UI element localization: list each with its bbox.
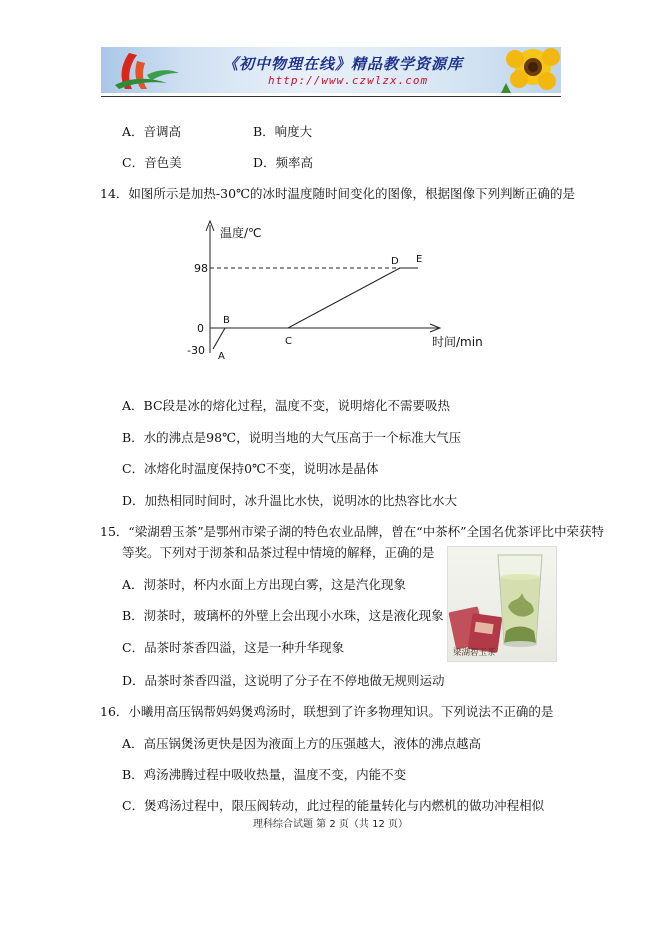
logo-icon xyxy=(115,53,179,89)
q13-option-d: D．频率高 xyxy=(253,155,314,170)
q16-option-c: C．煲鸡汤过程中，限压阀转动，此过程的能量转化与内燃机的做功冲程相似 xyxy=(122,798,545,813)
tea-photo xyxy=(447,546,557,662)
q13-option-a: A．音调高 xyxy=(122,124,182,139)
photo-caption: 梁湖碧玉茶 xyxy=(453,648,496,658)
y-tick-minus30: -30 xyxy=(187,344,205,357)
point-label-d: D xyxy=(391,256,399,267)
temperature-curve xyxy=(213,268,418,349)
point-label-b: B xyxy=(223,315,230,326)
q14-stem: 14．如图所示是加热-30℃的冰时温度随时间变化的图像，根据图像下列判断正确的是 xyxy=(100,186,576,201)
y-axis-label: 温度/℃ xyxy=(220,226,262,240)
q15-option-b: B．沏茶时，玻璃杯的外壁上会出现小水珠，这是液化现象 xyxy=(122,608,444,623)
banner-title: 《初中物理在线》精品教学资源库 xyxy=(223,55,464,73)
point-label-a: A xyxy=(218,351,225,362)
q16-option-b: B．鸡汤沸腾过程中吸收热量，温度不变，内能不变 xyxy=(122,767,407,782)
q15-option-c: C．品茶时茶香四溢，这是一种升华现象 xyxy=(122,640,345,655)
banner-url: http://www.czwlzx.com xyxy=(268,74,429,87)
tea-glass-image xyxy=(448,547,556,661)
x-axis-label: 时间/min xyxy=(432,335,483,349)
q16-stem: 16．小曦用高压锅帮妈妈煲鸡汤时，联想到了许多物理知识。下列说法不正确的是 xyxy=(100,704,554,719)
q15-option-a: A．沏茶时，杯内水面上方出现白雾，这是汽化现象 xyxy=(122,577,407,592)
point-label-c: C xyxy=(285,336,292,347)
header-rule xyxy=(101,96,561,97)
q13-option-c: C．音色美 xyxy=(122,155,182,170)
q14-option-c: C．冰熔化时温度保持0℃不变，说明冰是晶体 xyxy=(122,461,379,476)
y-tick-0: 0 xyxy=(197,322,204,335)
q13-option-b: B．响度大 xyxy=(253,124,313,139)
y-tick-98: 98 xyxy=(194,262,208,275)
q15-stem-line1: 15．“梁湖碧玉茶”是鄂州市梁子湖的特色农业品牌，曾在“中茶杯”全国名优茶评比中荣获特 xyxy=(100,524,604,539)
page-footer: 理科综合试题 第 2 页（共 12 页） xyxy=(253,819,408,830)
q14-option-a: A．BC段是冰的熔化过程，温度不变，说明熔化不需要吸热 xyxy=(122,398,451,413)
q14-option-b: B．水的沸点是98℃，说明当地的大气压高于一个标准大气压 xyxy=(122,430,462,445)
q16-option-a: A．高压锅煲汤更快是因为液面上方的压强越大，液体的沸点越高 xyxy=(122,736,482,751)
q14-option-d: D．加热相同时间时，冰升温比水快，说明冰的比热容比水大 xyxy=(122,493,458,508)
q14-graph xyxy=(180,215,500,365)
q15-option-d: D．品茶时茶香四溢，这说明了分子在不停地做无规则运动 xyxy=(122,673,445,688)
header-banner xyxy=(101,47,561,93)
q15-stem-line2: 等奖。下列对于沏茶和品茶过程中情境的解释，正确的是 xyxy=(122,545,435,560)
point-label-e: E xyxy=(416,254,423,265)
sunflower-icon xyxy=(501,48,560,93)
